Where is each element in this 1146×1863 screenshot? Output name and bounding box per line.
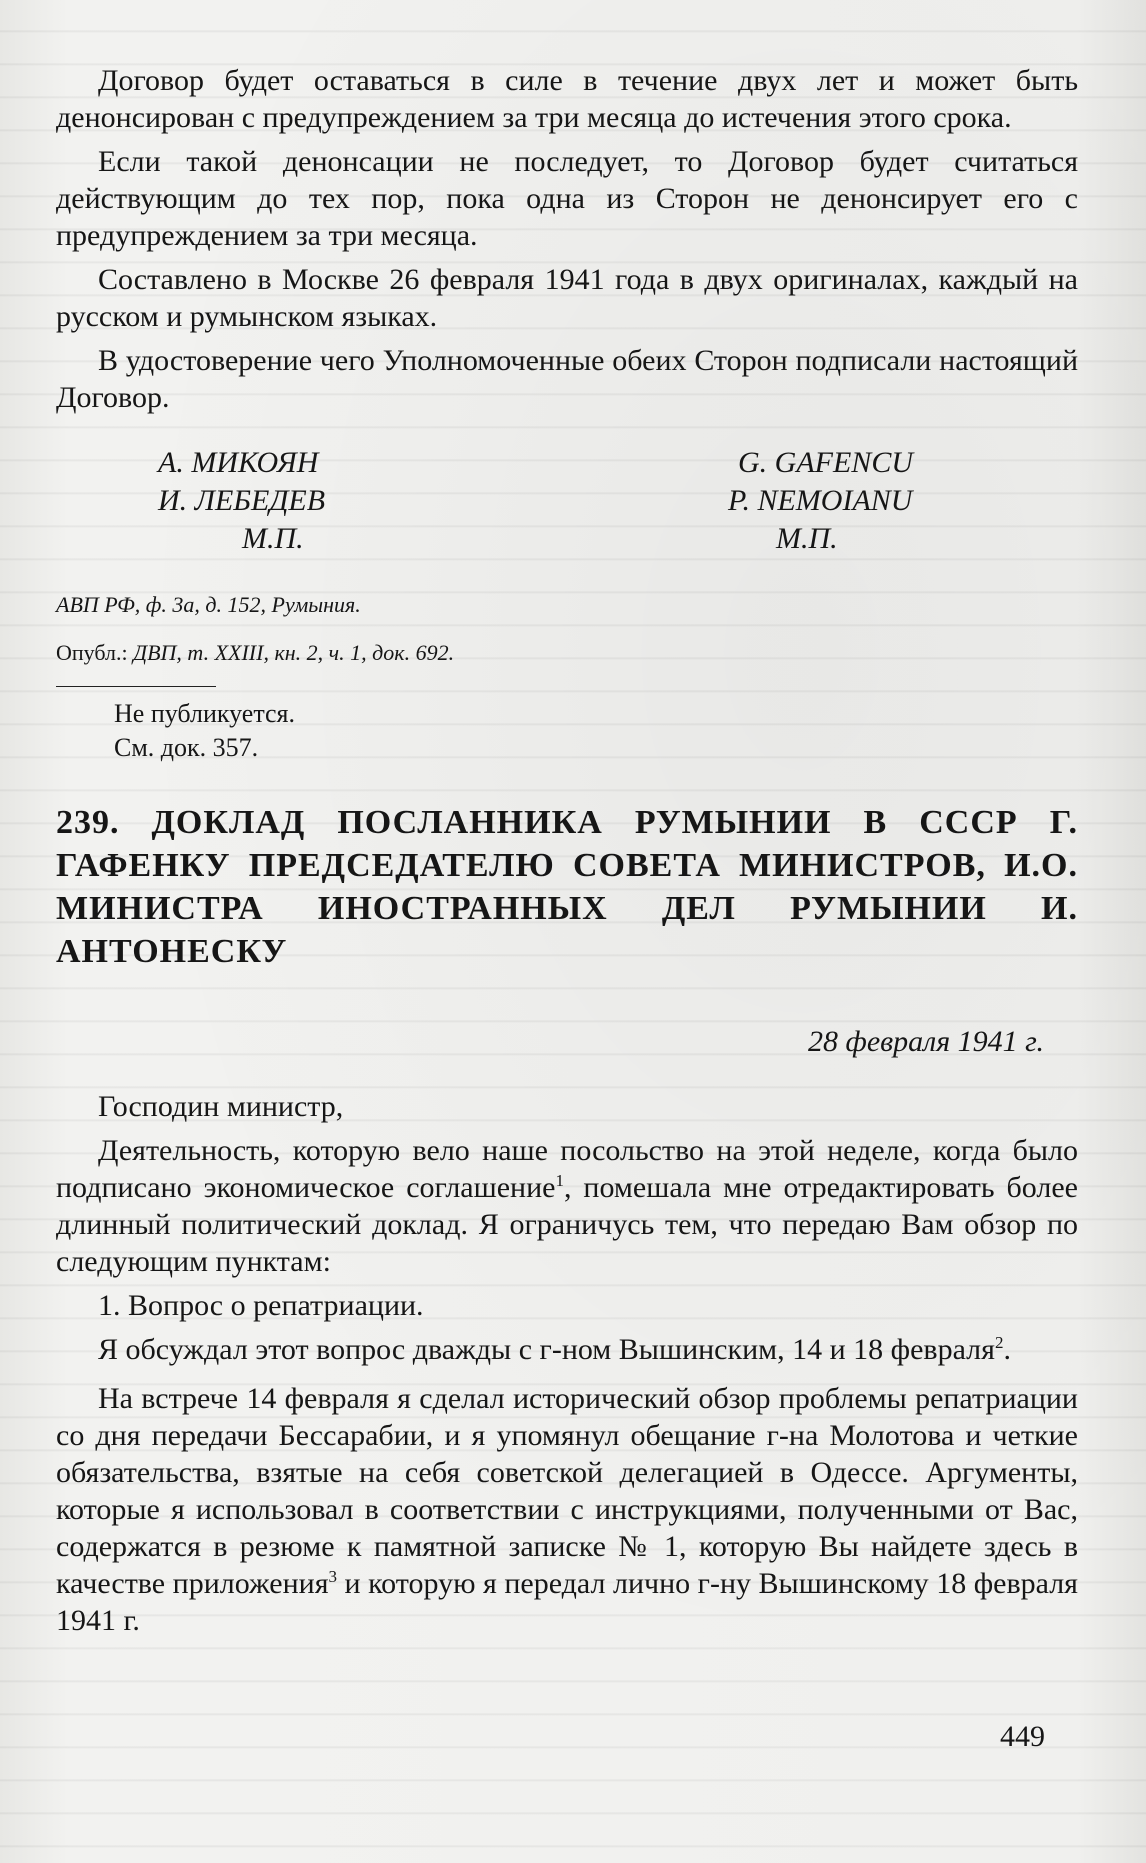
- footnote-ref-3: 3: [328, 1567, 338, 1586]
- publication-reference: [56, 638, 1078, 668]
- report-p1-b: , помешала мне отредактировать более длинный политический доклад. Я ограничусь тем, что передаю Вам обзор по следующим пунктам:: [56, 1171, 1078, 1278]
- page-content: [56, 62, 1078, 1639]
- seal-mark-right: М.П.: [776, 522, 838, 555]
- document-heading: 239. ДОКЛАД ПОСЛАННИКА РУМЫНИИ В СССР Г. ГАФЕНКУ ПРЕДСЕДАТЕЛЮ СОВЕТА МИНИСТРОВ, И.О. МИНИСТРА ИНОСТРАННЫХ ДЕЛ РУМЫНИИ И. АНТОНЕСКУ: [56, 804, 1078, 970]
- published-label: Опубл.:: [56, 640, 128, 665]
- signature-gafencu: G. GAFENCU: [738, 446, 913, 479]
- footnote-ref-2: 2: [994, 1333, 1004, 1352]
- document-date: 28 февраля 1941 г.: [808, 1025, 1044, 1058]
- report-paragraph-vyshinsky: [56, 1331, 1078, 1368]
- report-item-repatriation: 1. Вопрос о репатриации.: [98, 1289, 424, 1322]
- report-p3-a: На встрече 14 февраля я сделал исторический обзор проблемы репатриации со дня передачи Бессарабии, и я упомянул обещание г-на Молотова и четкие обязательства, взятые на себя советской делегацией в Одессе. Аргументы, которые я использовал в соответствии с инструкциями, полученными от Вас, содержатся в резюме к памятной записке № 1, которую Вы найдете здесь в качестве приложения: [56, 1382, 1078, 1600]
- salutation: Господин министр,: [98, 1090, 344, 1123]
- report-p1-a: Деятельность, которую вело наше посольство на этой неделе, когда было подписано экономическое соглашение: [56, 1134, 1078, 1204]
- report-p2-a: Я обсуждал этот вопрос дважды с г-ном Вышинским, 14 и 18 февраля: [98, 1333, 995, 1366]
- footnote-ref-1: 1: [555, 1171, 564, 1190]
- page-number: 449: [1000, 1720, 1045, 1753]
- footnote-2: См. док. 357.: [114, 733, 259, 762]
- signature-lebedev: И. ЛЕБЕДЕВ: [158, 484, 326, 517]
- footnote-1: Не публикуется.: [114, 699, 295, 728]
- signature-nemoianu: P. NEMOIANU: [728, 484, 913, 517]
- treaty-paragraph-signed-in-moscow: Составлено в Москве 26 февраля 1941 года в двух оригиналах, каждый на русском и румынском языках.: [56, 263, 1078, 333]
- report-p3-b: и которую я передал лично г-ну Вышинскому 18 февраля 1941 г.: [56, 1567, 1078, 1637]
- seal-mark-left: М.П.: [242, 522, 304, 555]
- signature-block: [56, 444, 1078, 578]
- report-p2-b: .: [1003, 1333, 1011, 1366]
- treaty-paragraph-denunciation: Если такой денонсации не последует, то Договор будет считаться действующим до тех пор, пока одна из Сторон не денонсирует его с предупреждением за три месяца.: [56, 145, 1078, 252]
- report-paragraph-meeting: [56, 1380, 1078, 1639]
- signature-mikoyan: А. МИКОЯН: [158, 446, 319, 479]
- archive-source: АВП РФ, ф. 3а, д. 152, Румыния.: [56, 592, 361, 617]
- treaty-paragraph-term: Договор будет оставаться в силе в течение двух лет и может быть денонсирован с предупреждением за три месяца до истечения этого срока.: [56, 64, 1078, 134]
- published-ref: ДВП, т. XXIII, кн. 2, ч. 1, док. 692.: [133, 640, 455, 665]
- report-paragraph-activity: [56, 1132, 1078, 1280]
- footnote-rule: [56, 686, 216, 687]
- treaty-paragraph-attestation: В удостоверение чего Уполномоченные обеих Сторон подписали настоящий Договор.: [56, 344, 1078, 414]
